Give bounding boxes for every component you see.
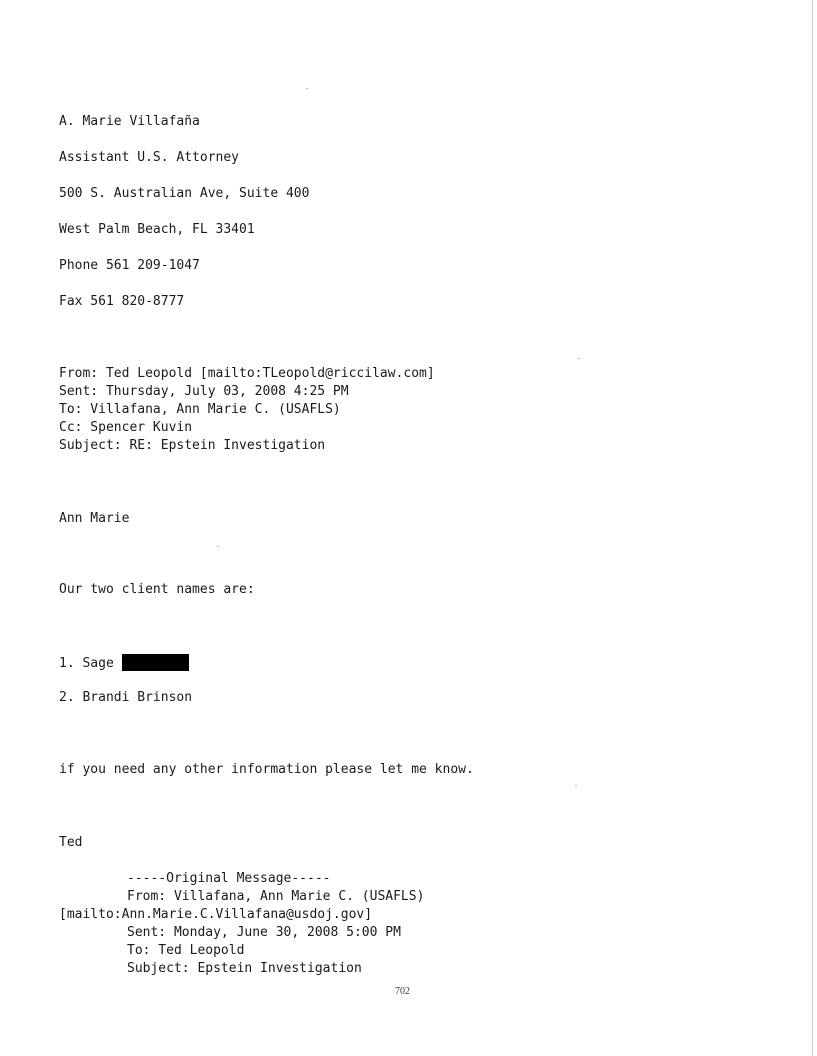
signature-phone: Phone 561 209-1047	[59, 258, 200, 273]
email-sent: Sent: Thursday, July 03, 2008 4:25 PM	[59, 384, 349, 399]
client-item-2: 2. Brandi Brinson	[59, 690, 193, 705]
original-mailto: [mailto:Ann.Marie.C.Villafana@usdoj.gov]	[59, 907, 373, 922]
email-cc: Cc: Spencer Kuvin	[59, 420, 193, 435]
email-subject: Subject: RE: Epstein Investigation	[59, 438, 326, 453]
email-signoff: Ted	[59, 835, 83, 850]
email-closing: if you need any other information please let me know.	[59, 762, 474, 777]
original-divider: -----Original Message-----	[127, 871, 331, 886]
signature-title: Assistant U.S. Attorney	[59, 150, 240, 165]
original-subject: Subject: Epstein Investigation	[127, 961, 362, 976]
redaction-box	[122, 654, 189, 671]
original-to: To: Ted Leopold	[127, 943, 245, 958]
page-edge	[812, 0, 813, 1056]
signature-address-line1: 500 S. Australian Ave, Suite 400	[59, 186, 310, 201]
original-from: From: Villafana, Ann Marie C. (USAFLS)	[127, 889, 425, 904]
signature-name: A. Marie Villafaña	[59, 114, 200, 129]
scan-speck	[578, 358, 580, 359]
signature-address-line2: West Palm Beach, FL 33401	[59, 222, 255, 237]
client-item-1-text: 1. Sage	[59, 656, 114, 671]
page-number: 702	[395, 986, 410, 997]
signature-fax: Fax 561 820-8777	[59, 294, 185, 309]
scan-speck	[575, 785, 577, 786]
scan-speck	[217, 546, 219, 547]
email-from: From: Ted Leopold [mailto:TLeopold@riccilaw.com]	[59, 366, 435, 381]
email-to: To: Villafana, Ann Marie C. (USAFLS)	[59, 402, 341, 417]
email-intro: Our two client names are:	[59, 582, 255, 597]
client-item-1	[59, 654, 189, 673]
original-sent: Sent: Monday, June 30, 2008 5:00 PM	[127, 925, 401, 940]
email-greeting: Ann Marie	[59, 511, 130, 526]
scan-speck	[306, 88, 308, 89]
